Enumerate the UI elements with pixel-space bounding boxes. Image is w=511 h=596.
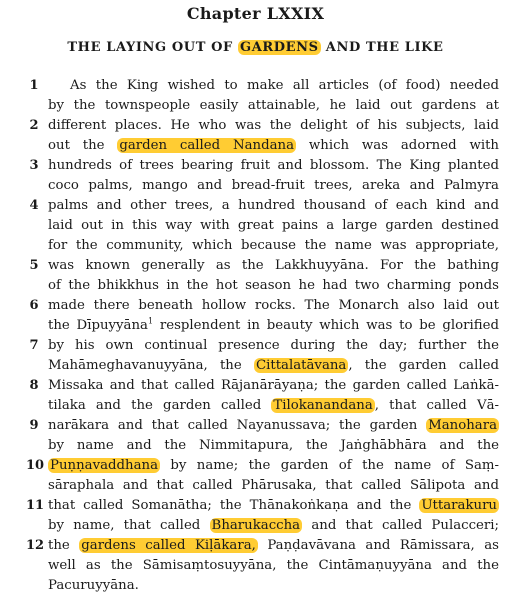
line-text [48,316,499,336]
text-segment: narākara and that called Nayanussava; the garden [48,418,427,433]
line-text [48,576,499,596]
verse-number: 3 [29,158,39,173]
text-line [0,116,511,136]
text-segment: that called Somanātha; the Thānakoṅkaṇa and the [48,498,420,513]
text-line [0,296,511,316]
text-segment: by name, that called [48,518,210,533]
text-line [0,536,511,556]
text-line [0,176,511,196]
highlighted-garden-name: Cittalatāvana [255,358,347,373]
text-segment: the Dīpuyyāna [48,318,148,333]
text-segment: which was adorned with [296,138,499,153]
text-segment: Missaka and that called Rājanārāyaṇa; the garden called Laṅkā- [48,378,499,393]
text-segment: sāraphala and that called Phārusaka, that called Sālipota and [48,478,499,493]
text-line [0,156,511,176]
text-segment: of the bhikkhus in the hot season he had two charming ponds [48,278,499,293]
verse-number: 8 [29,378,39,393]
verse-number: 9 [29,418,39,433]
verse-number: 11 [26,498,45,513]
text-segment: resplendent in beauty which was to be glorified [153,318,500,333]
text-line [0,276,511,296]
text-line [0,476,511,496]
text-line [0,396,511,416]
text-segment: different places. He who was the delight of his subjects, laid [48,118,499,133]
line-text [48,556,499,576]
section-title [0,40,511,55]
text-segment: by name; the garden of the name of Saṃ- [160,458,499,473]
text-line [0,316,511,336]
line-text [48,116,499,136]
text-segment: was known generally as the Lakkhuyyāna. For the bathing [48,258,499,273]
line-text [48,96,499,116]
text-line [0,436,511,456]
highlighted-garden-name: garden called Nandana [119,138,295,153]
verse-number: 2 [29,118,39,133]
line-text [48,516,499,536]
text-segment: coco palms, mango and bread-fruit trees, areka and Palmyra [48,178,499,193]
line-text [48,456,499,476]
line-text [48,156,499,176]
highlighted-garden-name: Bharukaccha [211,518,301,533]
line-text [70,76,499,96]
text-segment: for the community, which because the name was appropriate, [48,238,499,253]
chapter-heading: Chapter LXXIX [186,4,325,23]
line-text [48,376,499,396]
verse-number: 12 [26,538,45,553]
line-text [48,476,499,496]
text-segment: by his own continual presence during the day; further the [48,338,499,353]
text-line [0,256,511,276]
text-line [0,576,511,596]
text-line [0,456,511,476]
line-text [48,236,499,256]
line-text [48,396,499,416]
text-segment: , the garden called [348,358,499,373]
text-line [0,376,511,396]
line-text [48,356,499,376]
text-segment: As the King wished to make all articles (of food) needed [70,78,499,93]
text-line [0,556,511,576]
text-segment: tilaka and the garden called [48,398,272,413]
verse-number: 1 [29,78,39,93]
text-segment: out the [48,138,118,153]
text-segment: Pacuruyyāna. [48,578,139,593]
line-text [48,216,499,236]
text-segment: made there beneath hollow rocks. The Monarch also laid out [48,298,499,313]
highlighted-garden-name: Uttarakuru [421,498,497,513]
highlight-gardens: GARDENS [240,40,319,55]
text-segment: and that called Pulacceri; [302,518,499,533]
text-line [0,516,511,536]
verse-number: 6 [29,298,39,313]
highlighted-garden-name: Manohara [428,418,497,433]
text-segment: Paṇḍavāvana and Rāmissara, as [257,538,499,553]
text-line [0,196,511,216]
text-line [0,496,511,516]
text-line [0,136,511,156]
section-title-prefix: THE LAYING OUT OF [67,40,238,55]
text-segment: hundreds of trees bearing fruit and blossom. The King planted [48,158,499,173]
text-segment: laid out in this way with great pains a large garden destined [48,218,499,233]
text-segment: Mahāmeghavanuyyāna, the [48,358,254,373]
section-title-suffix: AND THE LIKE [320,40,444,55]
line-text [48,256,499,276]
line-text [48,196,499,216]
text-segment: the [48,538,80,553]
highlighted-garden-name: Puṇṇavaddhana [50,458,159,473]
text-line [0,236,511,256]
verse-number: 10 [26,458,45,473]
text-segment: by name and the Nimmitapura, the Jaṅghābhāra and the [48,438,499,453]
line-text [48,436,499,456]
text-line [0,336,511,356]
text-segment: , that called Vā- [374,398,499,413]
text-line [0,356,511,376]
text-line [0,416,511,436]
verse-number: 7 [29,338,39,353]
highlighted-garden-name: gardens called Kiḷākara, [81,538,256,553]
chapter-body [0,76,511,596]
line-text [48,136,499,156]
text-line [0,216,511,236]
text-line [0,96,511,116]
text-segment: well as the Sāmisaṃtosuyyāna, the Cintāmaṇuyyāna and the [48,558,499,573]
line-text [48,296,499,316]
line-text [48,336,499,356]
footnote-marker: 1 [147,316,154,326]
line-text [48,496,499,516]
line-text [48,536,499,556]
verse-number: 4 [29,198,39,213]
line-text [48,416,499,436]
verse-number: 5 [29,258,39,273]
line-text [48,276,499,296]
text-segment: palms and other trees, a hundred thousand of each kind and [48,198,499,213]
text-segment: by the townspeople easily attainable, he laid out gardens at [48,98,499,113]
highlighted-garden-name: Tilokanandana [273,398,373,413]
text-line [0,76,511,96]
line-text [48,176,499,196]
